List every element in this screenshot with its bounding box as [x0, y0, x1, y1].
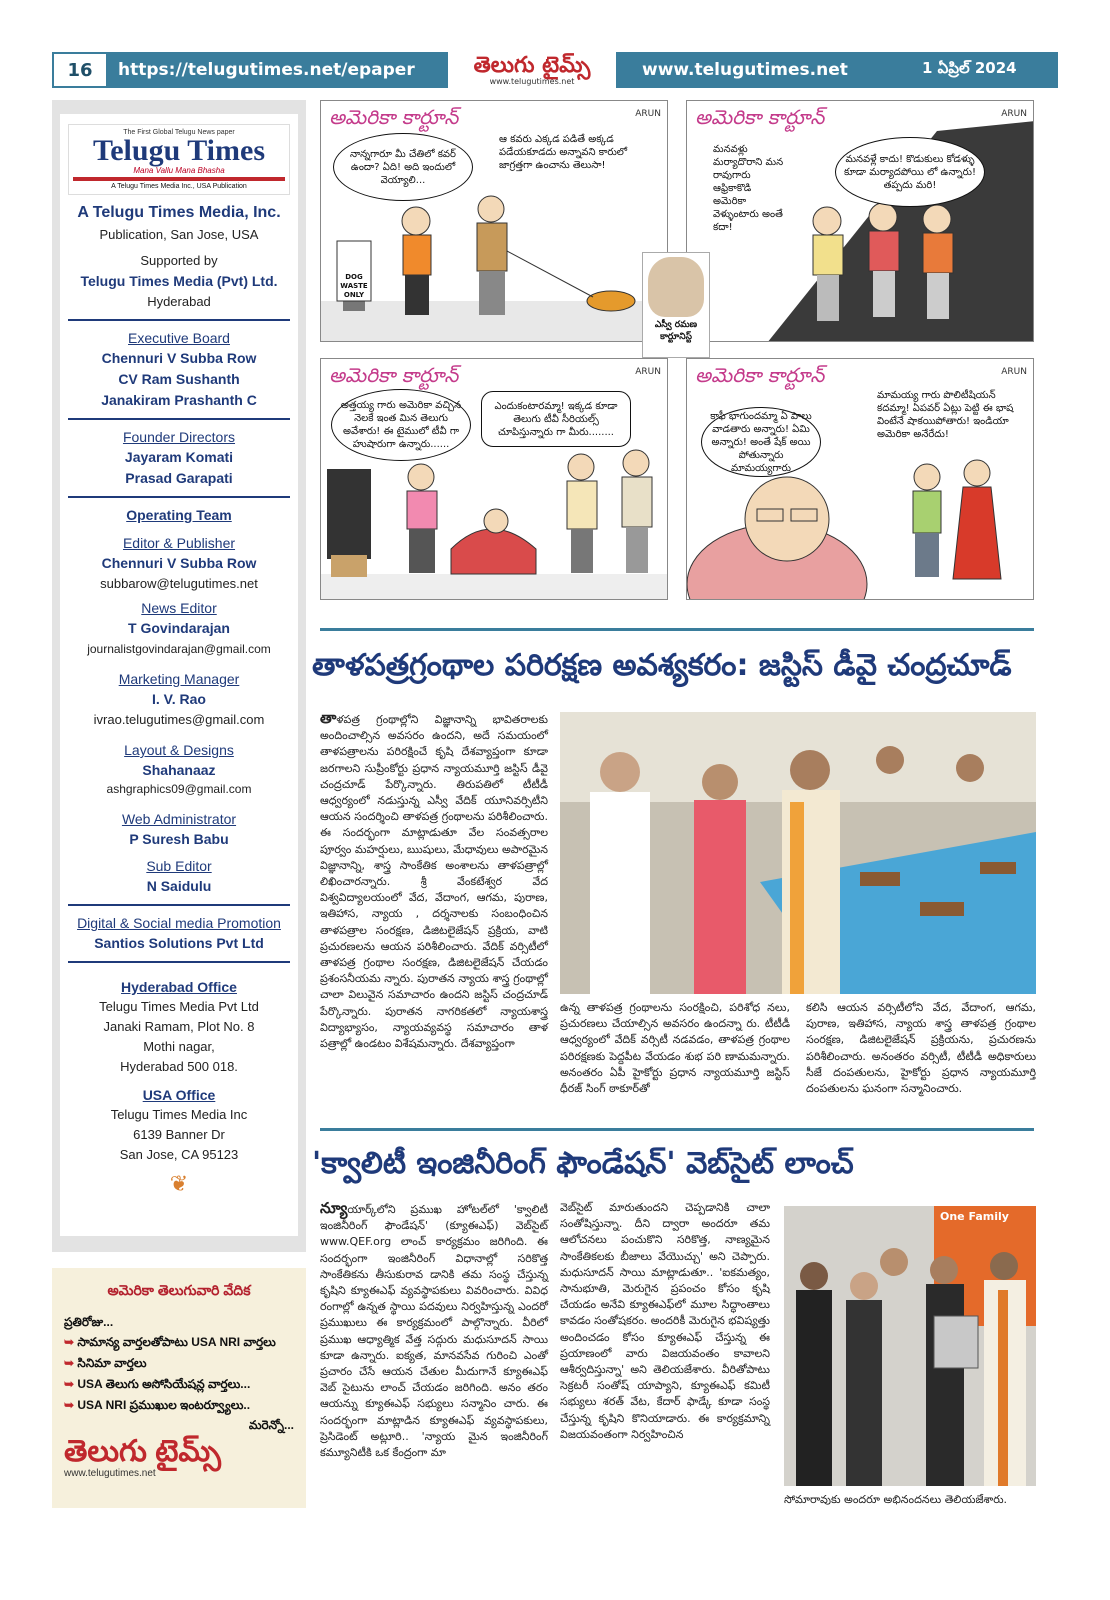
article-divider [320, 628, 1034, 631]
digital-heading: Digital & Social media Promotion [77, 915, 281, 931]
cartoonist-photo [642, 252, 710, 358]
page-number: 16 [52, 52, 108, 88]
cartoon-title: అమెరికా కార్టూన్ [329, 363, 459, 387]
promo-item: ➥ USA తెలుగు అసోసియేషన్ల వార్తలు... [64, 1377, 251, 1391]
cartoon-panel-3 [320, 358, 668, 600]
epaper-url[interactable]: https://telugutimes.net/epaper [118, 60, 415, 80]
article-1-photo [560, 712, 1036, 994]
speech-bubble: అత్తయ్య గారు అమెరికా వచ్చిన నెలకే ఇంత మిన తెలుగు అవేశారు! ఈ టైములో టీవీ గా హుషారుగా ఉన్నారు...... [331, 389, 471, 461]
layout-email[interactable]: ashgraphics09@gmail.com [106, 782, 252, 796]
ornament-icon: ❦ [169, 1171, 189, 1196]
marketing-name: I. V. Rao [152, 691, 206, 707]
editor-name: Chennuri V Subba Row [101, 555, 257, 571]
article-2-column-3: సోమారావుకు అందరూ అభినందనలు తెలియజేశారు. [784, 1493, 1008, 1506]
bullet-icon: ➥ [64, 1377, 78, 1391]
cartoon-panel-2 [686, 100, 1034, 342]
speech-text: ఆ కవరు ఎక్కడ పడితే అక్కడ పడేయకూడదు అన్నావని కారులో జాగ్రత్తగా ఉంచాను తెలుసా! [499, 134, 628, 171]
article-1-column-2: ఉన్న తాళపత్ర గ్రంథాలను సంరక్షించి, పరిశోధ నలు, ప్రచురణలు చేయాల్సిన అవసరం ఉందన్నా రు. టీటీడీ ఆధ్వర్యంలో వేదిక్ వర్సిటీ నడవడం, తాళపత్ర గ్రంథాల పరిరక్షణకు పెద్దపీట వేయడం శుభ పరి ణామమన్నారు. అనంతరం ఏపీ హైకోర్టు ప్రధాన న్యాయమూర్తి జస్టిస్ ధీరజ్ సింగ్ ఠాకూర్‌తో [560, 1001, 790, 1096]
board-member: Chennuri V Subba Row [101, 350, 257, 366]
supported-by: Supported by [140, 253, 218, 268]
speech-bubble: ఎందుకంటారమ్మా! ఇక్కడ కూడా తెలుగు టీవీ సీరియల్స్ చూపిస్తున్నారు గా మీరు........ [481, 391, 631, 447]
digital-name: Santios Solutions Pvt Ltd [94, 935, 264, 951]
logo-top-line: The First Global Telugu News paper [123, 129, 235, 136]
drop-cap: తా [320, 709, 337, 727]
promo-lead: ప్రతిరోజు... [64, 1315, 114, 1329]
cartoon-panel-1 [320, 100, 668, 342]
masthead-panel [60, 114, 298, 1236]
company-name: A Telugu Times Media, Inc. [77, 204, 281, 221]
cartoonist-name: ఎస్వీ రమణ [654, 320, 698, 330]
news-editor-name: T Govindarajan [128, 620, 230, 636]
speech-bubble: కాఫీ భాగుందమ్మా ఏ పాలు వాడతారు అన్నారు! ఏమి అన్నారు! అంతే షేక్ అయి పోతున్నారు మామయ్యగారు [701, 407, 821, 477]
article-1-headline[interactable]: తాళపత్రగ్రంథాల పరిరక్షణ అవశ్యకరం: జస్టిస్ డీవై చంద్రచూడ్ [312, 648, 1012, 683]
marketing-email[interactable]: ivrao.telugutimes@gmail.com [93, 712, 265, 727]
cartoon-title: అమెరికా కార్టూన్ [695, 105, 825, 129]
dog-waste-sign: DOG WASTE ONLY [340, 273, 368, 299]
executive-board-heading: Executive Board [128, 330, 230, 346]
caption-text: మనవళ్లు మర్యాదొరాని మన రావుగారు ఆఫ్రికాకొడి అమెరికా వెళ్ళుంటారు అంతే కదా! [713, 144, 784, 233]
promo-site[interactable]: www.telugutimes.net [64, 1468, 156, 1479]
address-line: Telugu Times Media Pvt Ltd [99, 999, 259, 1014]
cartoon-signature: ARUN [635, 109, 661, 119]
masthead-sidebar [52, 100, 306, 1252]
operating-team [68, 496, 290, 897]
article-2-column-2: వెబ్‌సైట్ మారుతుందని చెప్పడానికి చాలా సంతోషిస్తున్నా. దీని ద్వారా అందరూ తమ ఆలోచనలు పంచుకొని సరికొత్త, నాణ్యమైన సాంకేతికలకు బీజాలు వేయొచ్చు' అని చెప్పారు. మధుసూదన్ సాయి మాట్లాడుతూ.. 'ఐకమత్యం, సానుభూతి, మెరుగైన ప్రపంచం కోసం కృషి చేయడం అనేవి క్యూఈఎఫ్‌లో మూల సిద్ధాంతాలు కావడం సంతోషకరం. అందరికీ మెరుగైన భవిష్యత్తు అందించడం కోసం క్యూఈఎఫ్ చేస్తున్న ఈ ప్రయాణంలో వారు విజయవంతం కావాలని ఆశీర్వదిస్తున్నా' అని తెలియజేశారు. వీరితోపాటు సెక్రటరీ సంతోష్ యాప్యాని, క్యూఈఎఫ్ కమిటీ సభ్యులు శరత్ వేట, కేదార్ ఫాడ్కే కూడా సంస్థ చేస్తున్న కృషిని కొనియాడారు. ఈ కార్యక్రమాన్ని విజయవంతంగా నిర్వహించిన [560, 1201, 770, 1441]
article-1-text: ళపత్ర గ్రంథాల్లోని విజ్ఞానాన్ని భావితరాలకు అందించాల్సిన అవసరం ఉందని, అదే సమయంలో తాళపత్రాలను పరిరక్షించే కృషి దేశవ్యాప్తంగా కూడా జరగాలని సుప్రీంకోర్టు ప్రధాన న్యాయమూర్తి జస్టిస్ డీవై చంద్రచూడ్ పేర్కొన్నారు. తిరుపతిలో టీటీడీ ఆధ్వర్యంలో నడుస్తున్న ఎస్వీ వేదిక్ యూనివర్సిటీని ఆయన సందర్శించి తాళపత్ర గ్రంథాలను పరిశీలించారు. ఈ సందర్భంగా మాట్లాడుతూ వేల సంవత్సరాల పూర్వం మహర్షులు, ఋషులు, మేధావులు అపారమైన విజ్ఞానాన్ని, శాస్త్ర సాంకేతిక అంశాలను తాళపత్రాల్లో లిఖించారన్నారు. శ్రీ వేంకటేశ్వర వేద విశ్వవిద్యాలయంలో వేద, వేదాంగ, ఆగమ, పురాణ, ఇతిహాస, న్యాయ , దర్శనాలకు సంబంధించిన తాళపత్రాల సంరక్షణ, డిజిటలైజేషన్ ప్రక్రియ, వాటి ప్రచురణలను ఆయన పరిశీలించారు. వేదిక్ వర్సిటీలో తాళపత్ర గ్రంథాల సంరక్షణ, డిజిటలైజేషన్ చేయడం ప్రశంసనీయమ న్నారు. పురాతన న్యాయ శాస్త్ర గ్రంథాల్లో చాలా విలువైన సమాచారం ఉందని జస్టిస్ చంద్రచూడ్ పేర్కొన్నారు. పురాతన నాగరికతలో న్యాయశాస్త్ర విద్యాభ్యాసం, న్యాయవ్యవస్థ సమాచారం తాళ పత్రాల్లో ఉండటం విశేషమన్నారు. దేశవ్యాప్తంగా [320, 713, 548, 1051]
cartoonist-role: కార్టూనిస్ట్ [660, 332, 692, 342]
speech-text: మామయ్య గారు పొలిటీషియన్ కదమ్మా! ఏపవర్ ఏట్లు పెట్టి ఈ భాష వింటేనే షాకయిపోతారు! ఇండియా అమెరికా అనేరేదు! [877, 390, 1014, 440]
cartoon-title: అమెరికా కార్టూన్ [329, 105, 459, 129]
address-line: Telugu Times Media Inc [110, 1107, 248, 1122]
founder: Prasad Garapati [125, 470, 233, 486]
executive-board [68, 319, 290, 411]
founders-heading: Founder Directors [122, 429, 236, 445]
promo-item: ➥ సామాన్య వార్తలతోపాటు USA NRI వార్తలు [64, 1335, 276, 1349]
logo-bar [73, 177, 285, 181]
usa-office-heading: USA Office [142, 1087, 216, 1103]
address-line: Janaki Ramam, Plot No. 8 [103, 1019, 255, 1034]
logo-tagline: Mana Vallu Mana Bhasha [133, 166, 225, 175]
editor-email[interactable]: subbarow@telugutimes.net [100, 576, 258, 591]
article-2-headline[interactable]: 'క్వాలిటీ ఇంజినీరింగ్ ఫౌండేషన్' వెబ్‌సైట్ లాంచ్ [312, 1146, 854, 1181]
promo-more: మరెన్నో... [248, 1418, 294, 1432]
header-logo[interactable] [448, 52, 616, 88]
address-line: Hyderabad 500 018. [120, 1059, 238, 1074]
speech-bubble: మనవళ్లే కాదు! కొడుకులు కోడళ్ళు కూడా మర్యాదపోయి లో ఉన్నారు! తప్పదు మరి! [835, 137, 985, 207]
event-photo-art [560, 712, 1036, 994]
news-editor-email[interactable]: journalistgovindarajan@gmail.com [87, 642, 271, 656]
promo-box [52, 1268, 306, 1508]
cartoon-signature: ARUN [1001, 109, 1027, 119]
marketing-heading: Marketing Manager [118, 671, 240, 687]
speech-bubble: నాన్నగారూ మీ చేతిలో కవర్ ఉందా? ఏది! అది ఇందులో వెయ్యాలి... [333, 133, 473, 201]
cartoon-signature: ARUN [1001, 367, 1027, 377]
bullet-icon: ➥ [64, 1398, 78, 1412]
article-2-column-1 [320, 1200, 548, 1461]
article-divider [320, 1128, 1034, 1131]
sub-editor-heading: Sub Editor [146, 858, 212, 874]
banner-text: One Family [940, 1210, 1009, 1223]
promo-item: ➥ USA NRI ప్రముఖుల ఇంటర్వ్యూలు.. [64, 1398, 251, 1412]
board-member: CV Ram Sushanth [118, 371, 240, 387]
logo-sub: A Telugu Times Media Inc., USA Publication [111, 183, 247, 190]
cartoon-signature: ARUN [635, 367, 661, 377]
site-url[interactable]: www.telugutimes.net [642, 60, 848, 80]
promo-heading: అమెరికా తెలుగువారి వేదిక [107, 1282, 251, 1298]
support-org: Telugu Times Media (Pvt) Ltd. [80, 273, 278, 289]
header-logo-site: www.telugutimes.net [489, 76, 575, 86]
cartoon-panel-4 [686, 358, 1034, 600]
news-editor-heading: News Editor [141, 600, 217, 616]
launch-photo-art [784, 1206, 1036, 1486]
support-city: Hyderabad [147, 294, 211, 309]
digital-promotion [68, 904, 290, 954]
bullet-icon: ➥ [64, 1356, 78, 1370]
web-admin-heading: Web Administrator [121, 811, 237, 827]
article-2-text: యార్క్‌లోని ప్రముఖ హోటల్‌లో 'క్వాలిటీ ఇంజినీరింగ్ ఫౌండేషన్' (క్యూఈఎఫ్) వెబ్‌సైట్ www.QEF.org లాంచ్ కార్యక్రమం జరిగింది. ఈ సందర్భంగా ఇంజినీరింగ్ విధానాల్లో సరికొత్త సాంకేతికను తీసుకురావ డానికి తమ సంస్థ చేస్తున్న కృషిని క్యూఈఎఫ్ వ్యవస్థాపకులు వివరించారు. వివిధ రంగాల్లో ఉన్నత స్థాయి పదవులు నిర్వహిస్తున్న ఎందరో ప్రముఖులు ఈ కార్యక్రమంలో పాల్గొన్నారు. వీరిలో ప్రముఖ ఆధ్యాత్మిక వేత్త సద్గురు మధుసూదన్ సాయి కూడా ఉన్నారు. ఐక్యత, మానవసేవ గురించి ఎంతో ప్రచారం చేసే ఆయన చేతుల మీదుగానే క్యూఈఎఫ్ వెబ్ సైటును లాంచ్ చేయడం జరిగింది. అనం తరం ఆయన్ను క్యూఈఎఫ్ సభ్యులు సన్మానిం చారు. ఈ సందర్భంగా మాట్లాడిన క్యూఈఎఫ్ వ్యవస్థాపకులు, ప్రెసిడెంట్ అట్లూరి.. 'న్యాయ మైన ఇంజినీరింగ్ కమ్యూనిటీకి ఒక కేంద్రంగా మా [320, 1203, 548, 1460]
publication-line: Publication, San Jose, USA [99, 227, 259, 242]
sub-editor-name: N Saidulu [146, 878, 212, 894]
operating-team-heading: Operating Team [126, 507, 232, 523]
layout-heading: Layout & Designs [124, 742, 234, 758]
article-2-photo [784, 1206, 1036, 1486]
cartoon-title: అమెరికా కార్టూన్ [695, 363, 825, 387]
cartoonist-face-icon [648, 257, 704, 317]
promo-logo[interactable]: తెలుగు టైమ్స్ [64, 1435, 221, 1468]
hyderabad-office-heading: Hyderabad Office [121, 979, 237, 995]
address-line: 6139 Banner Dr [133, 1127, 225, 1142]
issue-date: 1 ఏప్రిల్ 2024 [922, 59, 1017, 77]
drop-cap: న్యూ [320, 1199, 348, 1217]
web-admin-name: P Suresh Babu [129, 831, 229, 847]
article-1-column-3: కలిసి ఆయన వర్సిటీలోని వేద, వేదాంగ, ఆగమ, పురాణ, ఇతిహాస, న్యాయ శాస్త్ర తాళపత్ర గ్రంథాల సంరక్షణ, డిజిటలైజేషన్ ప్రక్రియను, ప్రచురణను పరిశీలించారు. అనంతరం వర్సిటీ, టీటీడీ అధికారులు సీజే దంపతులను, హైకోర్టు ప్రధాన న్యాయమూర్తి దంపతులను ఘనంగా సన్మానించారు. [806, 1001, 1036, 1096]
founder-directors [68, 418, 290, 489]
address-line: San Jose, CA 95123 [119, 1147, 239, 1162]
bullet-icon: ➥ [64, 1335, 78, 1349]
header-logo-text: తెలుగు టైమ్స్ [473, 52, 591, 78]
page-header [52, 52, 1058, 88]
editor-heading: Editor & Publisher [122, 535, 236, 551]
board-member: Janakiram Prashanth C [101, 392, 257, 408]
article-1-column-1 [320, 710, 548, 1052]
masthead-logo [68, 124, 290, 195]
founder: Jayaram Komati [124, 449, 234, 465]
hyderabad-office [68, 961, 290, 1197]
layout-name: Shahanaaz [142, 762, 216, 778]
address-line: Mothi nagar, [143, 1039, 215, 1054]
logo-title: Telugu Times [92, 134, 266, 167]
promo-item: ➥ సినిమా వార్తలు [64, 1356, 147, 1370]
